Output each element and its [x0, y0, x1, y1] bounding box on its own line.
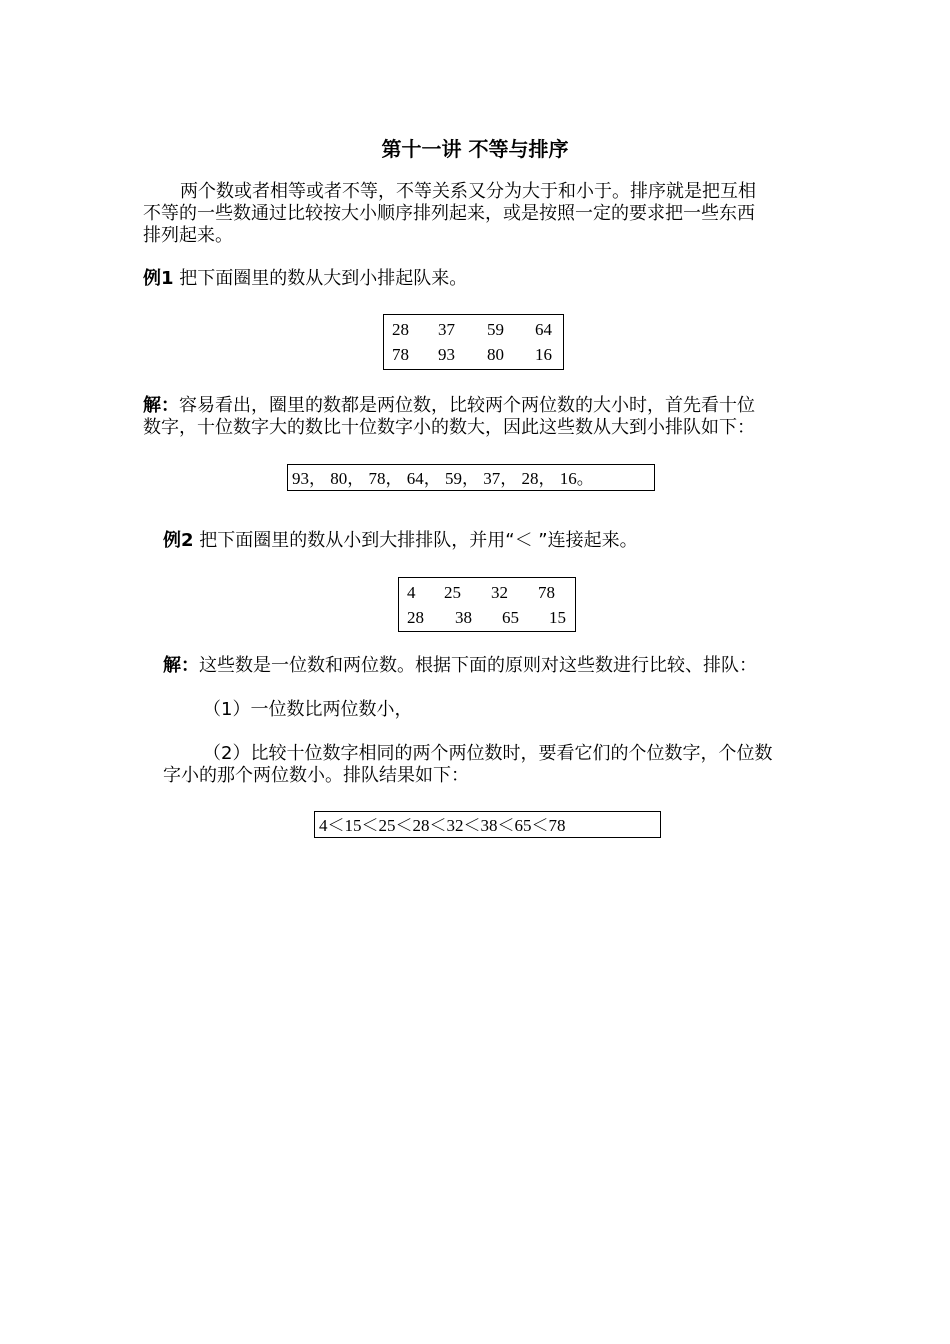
solution-label: 解： [143, 395, 179, 416]
example2-result-box [314, 811, 661, 838]
intro-line-1: 两个数或者相等或者不等，不等关系又分为大于和小于。排序就是把互相 [180, 181, 756, 202]
grid-cell: 16 [535, 345, 552, 364]
example2-result: 4＜15＜25＜28＜32＜38＜65＜78 [319, 816, 566, 835]
example1-result: 93， 80， 78， 64， 59， 37， 28， 16。 [292, 469, 594, 488]
example1-result-box [287, 464, 655, 491]
grid-cell: 65 [502, 608, 519, 627]
intro-line-2: 不等的一些数通过比较按大小顺序排列起来，或是按照一定的要求把一些东西 [143, 203, 755, 224]
rule-1: （1）一位数比两位数小， [203, 699, 413, 720]
example1-solution-line-2: 数字，十位数字大的数比十位数字小的数大，因此这些数从大到小排队如下： [143, 417, 755, 438]
grid-cell: 93 [438, 345, 455, 364]
grid-cell: 4 [407, 583, 416, 602]
example1-prompt [143, 268, 467, 290]
rule-2-line-1: （2）比较十位数字相同的两个两位数时，要看它们的个位数字，个位数 [203, 743, 773, 764]
solution-text: 容易看出，圈里的数都是两位数，比较两个两位数的大小时，首先看十位 [179, 395, 755, 416]
solution-label: 解： [163, 655, 199, 676]
example1-number-box [383, 314, 564, 370]
grid-cell: 28 [407, 608, 424, 627]
page-title: 第十一讲 不等与排序 [381, 137, 569, 161]
example2-text: 把下面圈里的数从小到大排排队，并用“＜ ”连接起来。 [199, 530, 638, 551]
grid-cell: 38 [455, 608, 472, 627]
example2-label: 例2 [163, 530, 194, 551]
grid-cell: 15 [549, 608, 566, 627]
grid-cell: 64 [535, 320, 552, 339]
grid-cell: 28 [392, 320, 409, 339]
grid-cell: 59 [487, 320, 504, 339]
example2-prompt [163, 530, 638, 552]
intro-line-3: 排列起来。 [143, 225, 233, 246]
grid-cell: 80 [487, 345, 504, 364]
example2-number-box [398, 577, 576, 632]
grid-cell: 32 [491, 583, 508, 602]
example1-text: 把下面圈里的数从大到小排起队来。 [179, 268, 468, 289]
solution-text: 这些数是一位数和两位数。根据下面的原则对这些数进行比较、排队： [199, 655, 757, 676]
grid-cell: 78 [538, 583, 555, 602]
example2-solution-line-1 [163, 655, 757, 677]
example1-label: 例1 [143, 268, 174, 289]
rule-2-line-2: 字小的那个两位数小。排队结果如下： [163, 765, 469, 786]
grid-cell: 78 [392, 345, 409, 364]
grid-cell: 37 [438, 320, 455, 339]
example1-solution-line-1 [143, 395, 755, 417]
grid-cell: 25 [444, 583, 461, 602]
